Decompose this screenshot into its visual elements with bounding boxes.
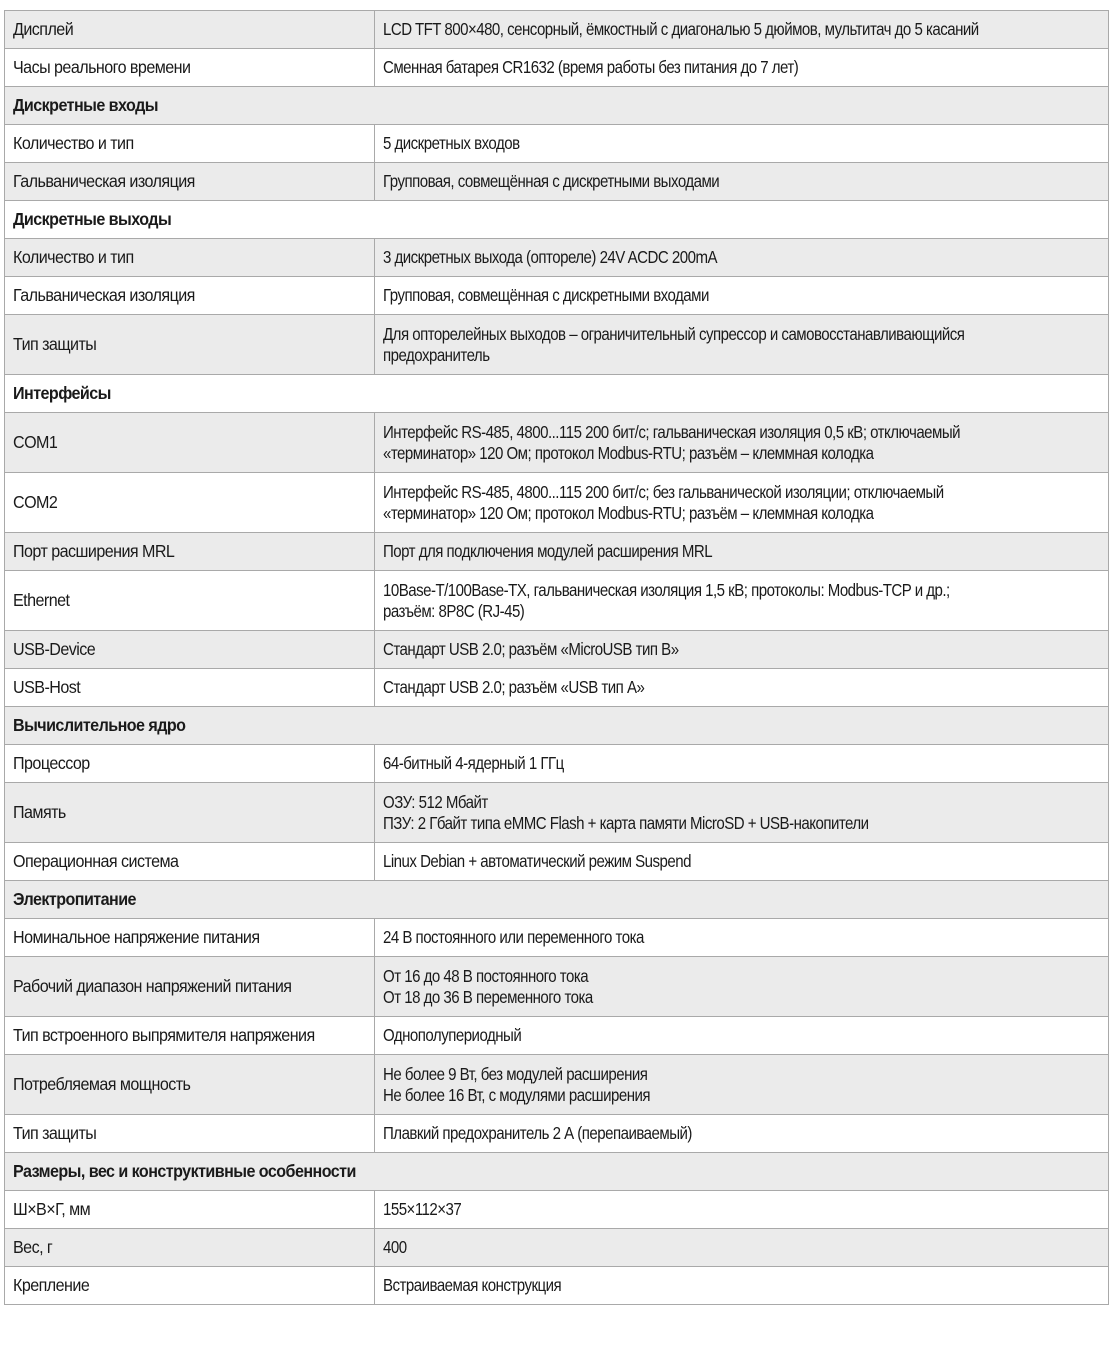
table-row (5, 163, 1109, 201)
spec-label: Крепление (13, 1275, 90, 1295)
table-row (5, 413, 1109, 473)
spec-value-line: предохранитель (383, 344, 490, 365)
spec-value-line: ПЗУ: 2 Гбайт типа eMMC Flash + карта памяти MicroSD + USB-накопители (383, 812, 869, 833)
spec-value-cell (375, 631, 1109, 669)
spec-label-cell (5, 1115, 375, 1153)
section-header-row (5, 881, 1109, 919)
spec-value-cell (375, 919, 1109, 957)
spec-table-body (5, 11, 1109, 1305)
spec-value-line: 3 дискретных выхода (оптореле) 24V ACDC 200mA (383, 247, 718, 267)
spec-value-line: 10Base-T/100Base-TX, гальваническая изоляция 1,5 кВ; протоколы: Modbus-TCP и др.; (383, 579, 950, 600)
spec-value-line: Сменная батарея CR1632 (время работы без питания до 7 лет) (383, 57, 799, 77)
section-title: Дискретные входы (13, 95, 158, 115)
spec-value-cell (375, 413, 1109, 473)
table-row (5, 277, 1109, 315)
spec-label: Количество и тип (13, 247, 134, 267)
table-row (5, 11, 1109, 49)
spec-value-cell (375, 1267, 1109, 1305)
spec-value-cell (375, 745, 1109, 783)
section-header-row (5, 1153, 1109, 1191)
spec-label: Часы реального времени (13, 57, 191, 77)
spec-label-cell (5, 843, 375, 881)
spec-value-line: ОЗУ: 512 Мбайт (383, 791, 488, 812)
spec-label-cell (5, 957, 375, 1017)
spec-label: Операционная система (13, 851, 179, 871)
section-header-row (5, 201, 1109, 239)
section-header-cell (5, 881, 1109, 919)
spec-label-cell (5, 473, 375, 533)
spec-label: COM1 (13, 432, 58, 452)
table-row (5, 631, 1109, 669)
section-header-cell (5, 707, 1109, 745)
spec-value-cell (375, 1191, 1109, 1229)
table-row (5, 1229, 1109, 1267)
section-header-cell (5, 1153, 1109, 1191)
spec-value-cell (375, 1115, 1109, 1153)
spec-label: USB-Device (13, 639, 96, 659)
section-title: Интерфейсы (13, 383, 111, 403)
spec-label: Тип защиты (13, 334, 97, 354)
spec-value-line: 400 (383, 1237, 407, 1257)
spec-label-cell (5, 1267, 375, 1305)
table-row (5, 239, 1109, 277)
table-row (5, 1267, 1109, 1305)
spec-value-cell (375, 571, 1109, 631)
table-row (5, 919, 1109, 957)
spec-label-cell (5, 783, 375, 843)
spec-label: Рабочий диапазон напряжений питания (13, 976, 292, 996)
spec-label: Количество и тип (13, 133, 134, 153)
spec-label: Потребляемая мощность (13, 1074, 191, 1094)
spec-value-cell (375, 473, 1109, 533)
spec-value-line: Однополупериодный (383, 1025, 522, 1045)
spec-value-cell (375, 125, 1109, 163)
spec-label-cell (5, 533, 375, 571)
table-row (5, 1017, 1109, 1055)
spec-value-line: 155×112×37 (383, 1199, 462, 1219)
spec-label: Память (13, 802, 66, 822)
spec-label: Ш×В×Г, мм (13, 1199, 91, 1219)
spec-value-line: Групповая, совмещённая с дискретными входами (383, 285, 709, 305)
spec-value-line: От 16 до 48 В постоянного тока (383, 965, 589, 986)
table-row (5, 783, 1109, 843)
spec-value-cell (375, 669, 1109, 707)
spec-value-cell (375, 533, 1109, 571)
table-row (5, 669, 1109, 707)
spec-value-line: 24 В постоянного или переменного тока (383, 927, 644, 947)
spec-value-line: Для опторелейных выходов – ограничительный супрессор и самовосстанавливающийся (383, 323, 965, 344)
section-header-cell (5, 375, 1109, 413)
spec-label: Тип защиты (13, 1123, 97, 1143)
spec-value-cell (375, 49, 1109, 87)
spec-value-cell (375, 239, 1109, 277)
spec-label-cell (5, 163, 375, 201)
spec-label: Вес, г (13, 1237, 53, 1257)
spec-value-cell (375, 277, 1109, 315)
spec-label-cell (5, 125, 375, 163)
spec-label-cell (5, 1055, 375, 1115)
section-header-cell (5, 87, 1109, 125)
table-row (5, 1055, 1109, 1115)
spec-value-line: Встраиваемая конструкция (383, 1275, 562, 1295)
section-header-row (5, 87, 1109, 125)
spec-label-cell (5, 49, 375, 87)
spec-value-cell (375, 315, 1109, 375)
table-row (5, 125, 1109, 163)
table-row (5, 315, 1109, 375)
spec-value-line: Интерфейс RS-485, 4800...115 200 бит/с; без гальванической изоляции; отключаемый (383, 481, 944, 502)
section-header-row (5, 707, 1109, 745)
spec-label-cell (5, 239, 375, 277)
spec-label: Ethernet (13, 590, 70, 610)
spec-label: Дисплей (13, 19, 74, 39)
table-row (5, 957, 1109, 1017)
spec-value-line: Не более 9 Вт, без модулей расширения (383, 1063, 648, 1084)
spec-label-cell (5, 413, 375, 473)
table-row (5, 473, 1109, 533)
spec-value-line: 5 дискретных входов (383, 133, 520, 153)
spec-value-line: «терминатор» 120 Ом; протокол Modbus-RTU; разъём – клеммная колодка (383, 442, 874, 463)
spec-value-line: «терминатор» 120 Ом; протокол Modbus-RTU; разъём – клеммная колодка (383, 502, 874, 523)
spec-label-cell (5, 571, 375, 631)
spec-label-cell (5, 1017, 375, 1055)
spec-value-line: разъём: 8P8C (RJ-45) (383, 600, 525, 621)
section-header-row (5, 375, 1109, 413)
section-title: Дискретные выходы (13, 209, 172, 229)
spec-value-line: 64-битный 4-ядерный 1 ГГц (383, 753, 564, 773)
spec-value-line: Linux Debian + автоматический режим Suspend (383, 851, 691, 871)
spec-value-line: Интерфейс RS-485, 4800...115 200 бит/с; гальваническая изоляция 0,5 кВ; отключаемый (383, 421, 961, 442)
spec-value-cell (375, 957, 1109, 1017)
spec-value-cell (375, 1055, 1109, 1115)
section-header-cell (5, 201, 1109, 239)
spec-table (4, 10, 1109, 1305)
spec-value-cell (375, 1229, 1109, 1267)
table-row (5, 571, 1109, 631)
section-title: Размеры, вес и конструктивные особенности (13, 1161, 356, 1181)
spec-label: COM2 (13, 492, 58, 512)
spec-label: Тип встроенного выпрямителя напряжения (13, 1025, 315, 1045)
spec-value-cell (375, 843, 1109, 881)
spec-value-line: Групповая, совмещённая с дискретными выходами (383, 171, 720, 191)
spec-value-line: Не более 16 Вт, с модулями расширения (383, 1084, 651, 1105)
section-title: Электропитание (13, 889, 136, 909)
spec-value-cell (375, 11, 1109, 49)
spec-label: USB-Host (13, 677, 81, 697)
spec-label: Порт расширения MRL (13, 541, 175, 561)
section-title: Вычислительное ядро (13, 715, 186, 735)
spec-label-cell (5, 315, 375, 375)
spec-label-cell (5, 277, 375, 315)
table-row (5, 843, 1109, 881)
table-row (5, 533, 1109, 571)
spec-label-cell (5, 745, 375, 783)
spec-label-cell (5, 1191, 375, 1229)
spec-value-line: Стандарт USB 2.0; разъём «USB тип A» (383, 677, 645, 697)
spec-label: Номинальное напряжение питания (13, 927, 260, 947)
spec-label-cell (5, 631, 375, 669)
table-row (5, 1191, 1109, 1229)
spec-value-cell (375, 783, 1109, 843)
spec-label-cell (5, 11, 375, 49)
spec-label-cell (5, 669, 375, 707)
spec-value-cell (375, 163, 1109, 201)
spec-label-cell (5, 919, 375, 957)
spec-label-cell (5, 1229, 375, 1267)
table-row (5, 49, 1109, 87)
spec-label: Гальваническая изоляция (13, 285, 195, 305)
spec-label: Гальваническая изоляция (13, 171, 195, 191)
spec-value-line: Порт для подключения модулей расширения MRL (383, 541, 713, 561)
spec-label: Процессор (13, 753, 90, 773)
spec-value-line: Стандарт USB 2.0; разъём «MicroUSB тип B» (383, 639, 679, 659)
spec-value-line: От 18 до 36 В переменного тока (383, 986, 593, 1007)
spec-value-cell (375, 1017, 1109, 1055)
spec-value-line: LCD TFT 800×480, сенсорный, ёмкостный с диагональю 5 дюймов, мультитач до 5 касаний (383, 19, 979, 39)
table-row (5, 745, 1109, 783)
table-row (5, 1115, 1109, 1153)
spec-value-line: Плавкий предохранитель 2 А (перепаиваемый) (383, 1123, 692, 1143)
